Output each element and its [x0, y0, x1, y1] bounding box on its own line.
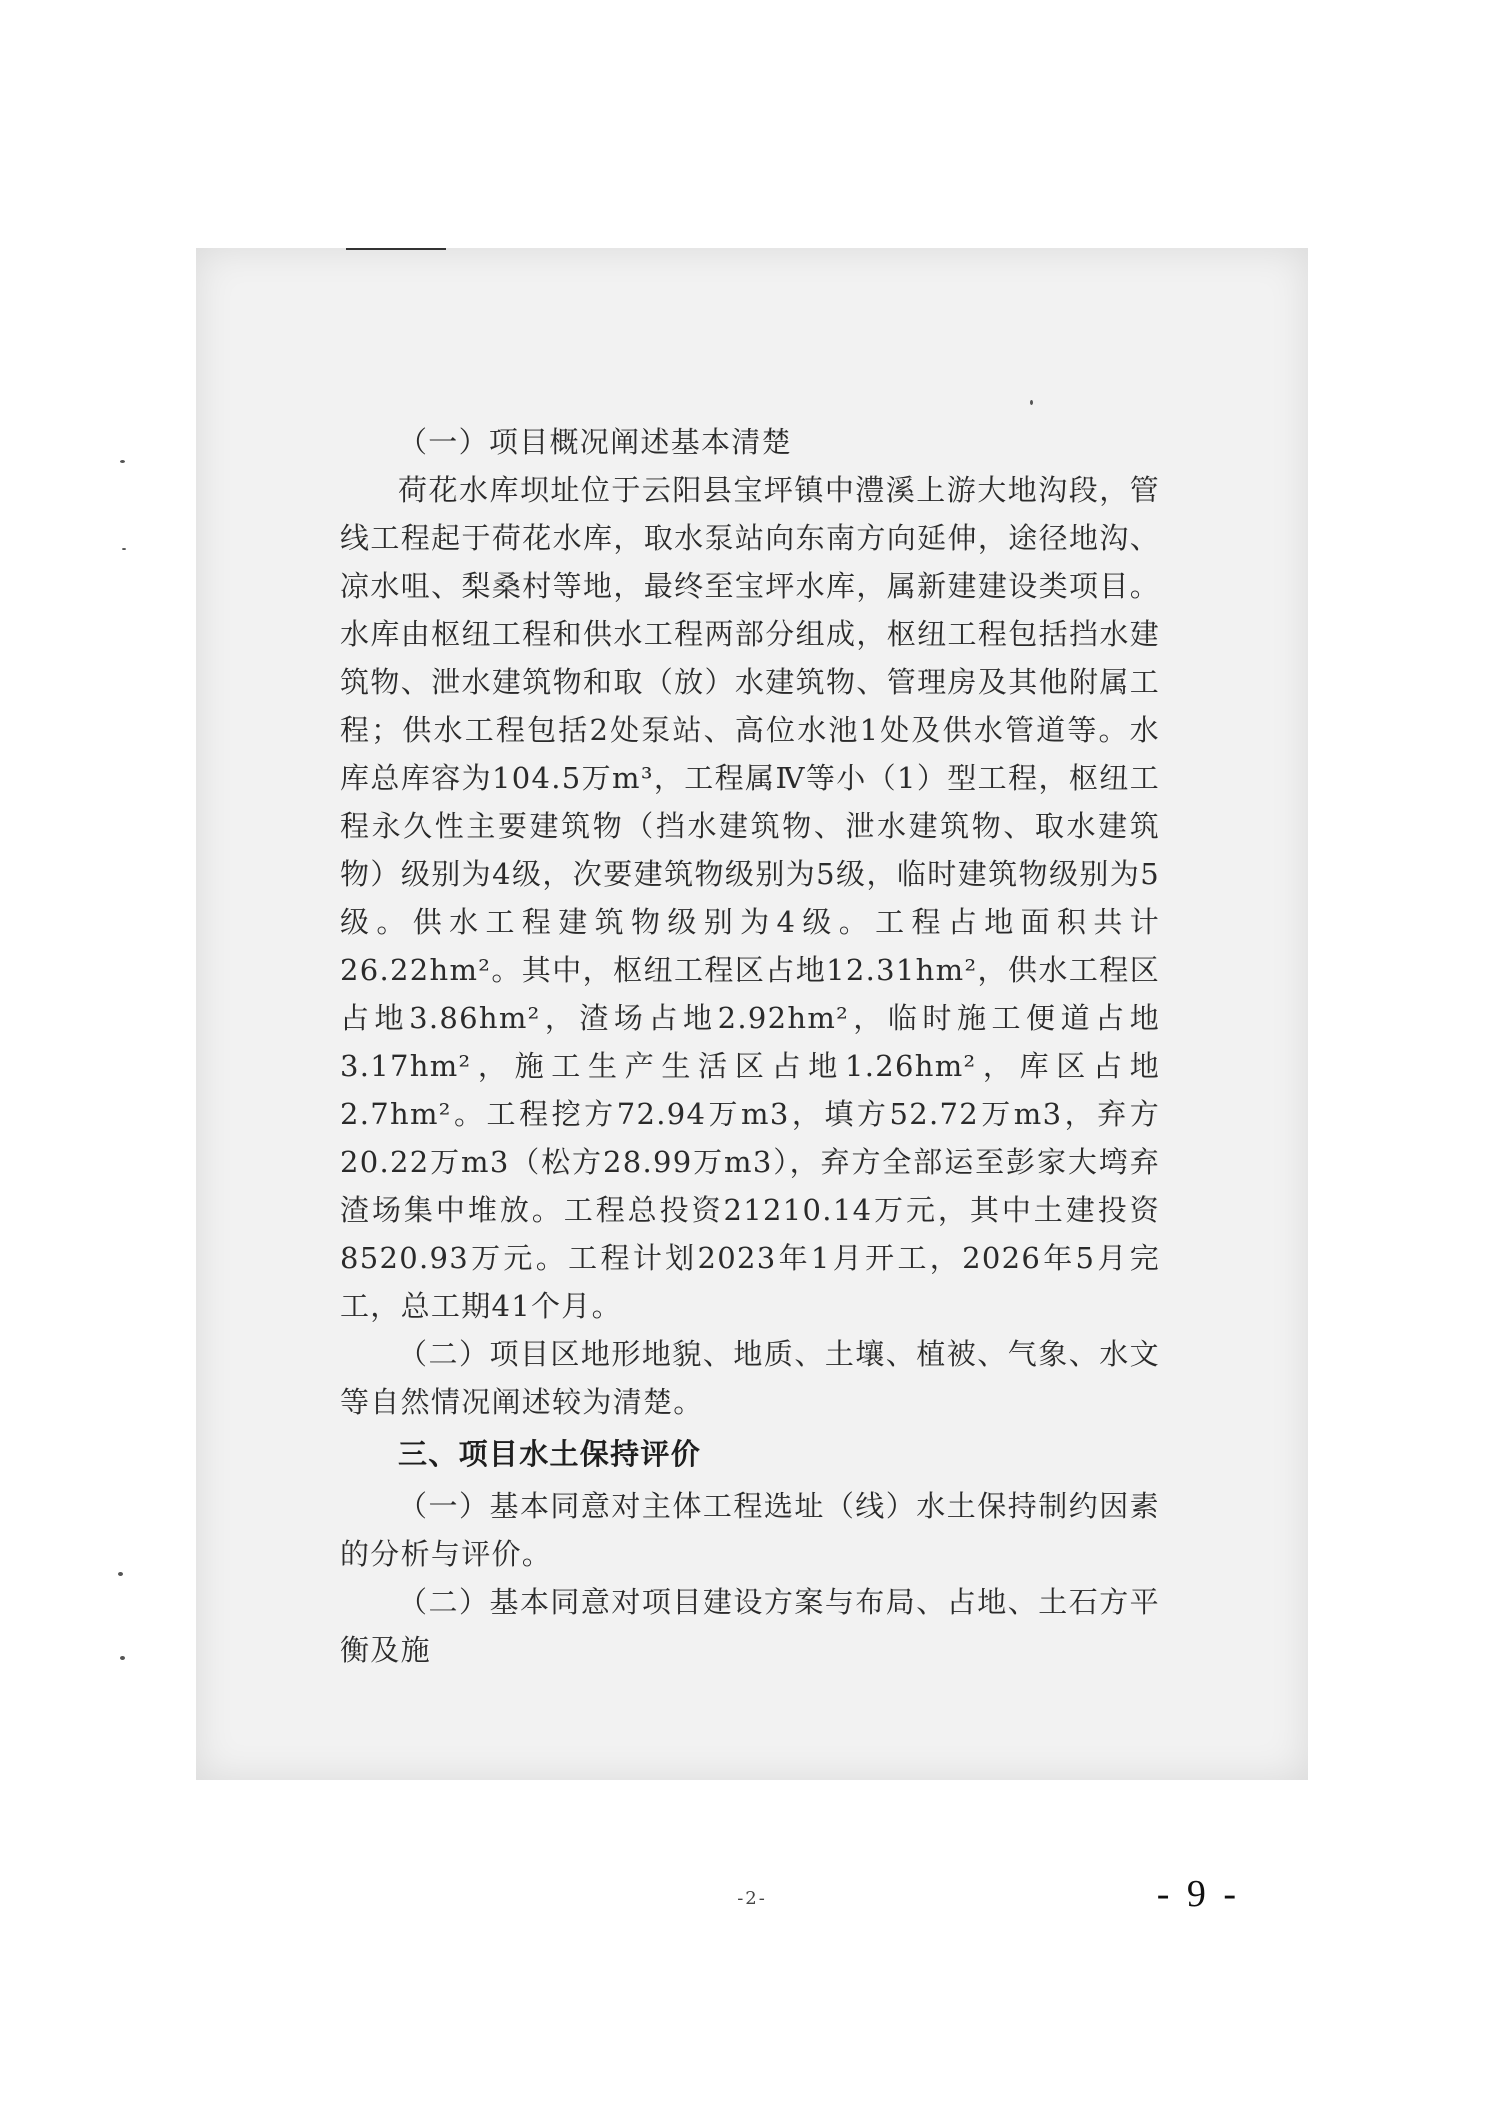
scan-top-rule — [346, 248, 446, 250]
inner-page-number: -2- — [737, 1888, 767, 1909]
scan-speck — [118, 1572, 123, 1576]
paragraph-site-selection: （一）基本同意对主体工程选址（线）水土保持制约因素的分析与评价。 — [340, 1489, 1160, 1571]
paragraph-construction-plan: （二）基本同意对项目建设方案与布局、占地、土石方平衡及施 — [340, 1585, 1160, 1667]
scan-speck — [120, 1656, 125, 1660]
page-number: - 9 - — [1156, 1873, 1240, 1915]
scan-speck — [1030, 400, 1033, 405]
paragraph-project-overview: 荷花水库坝址位于云阳县宝坪镇中澧溪上游大地沟段，管线工程起于荷花水库，取水泵站向东南方向延伸，途径地沟、凉水咀、梨桑村等地，最终至宝坪水库，属新建建设类项目。水库由枢纽工程和供水工程两部分组成，枢纽工程包括挡水建筑物、泄水建筑物和取（放）水建筑物、管理房及其他附属工程；供水工程包括2处泵站、高位水池1处及供水管道等。水库总库容为104.5万m³，工程属Ⅳ等小（1）型工程，枢纽工程永久性主要建筑物（挡水建筑物、泄水建筑物、取水建筑物）级别为4级，次要建筑物级别为5级，临时建筑物级别为5级。供水工程建筑物级别为4级。工程占地面积共计26.22hm²。其中，枢纽工程区占地12.31hm²，供水工程区占地3.86hm²，渣场占地2.92hm²，临时施工便道占地3.17hm²，施工生产生活区占地1.26hm²，库区占地2.7hm²。工程挖方72.94万m3，填方52.72万m3，弃方20.22万m3（松方28.99万m3），弃方全部运至彭家大塆弃渣场集中堆放。工程总投资21210.14万元，其中土建投资8520.93万元。工程计划2023年1月开工，2026年5月完工，总工期41个月。 — [340, 473, 1160, 1323]
document-body — [340, 418, 1160, 1674]
scan-speck — [120, 460, 125, 463]
subsection-heading-overview: （一）项目概况阐述基本清楚 — [398, 425, 792, 459]
scan-speck — [122, 548, 126, 550]
section-title-evaluation: 三、项目水土保持评价 — [398, 1437, 702, 1471]
paragraph-natural-conditions: （二）项目区地形地貌、地质、土壤、植被、气象、水文等自然情况阐述较为清楚。 — [340, 1337, 1160, 1419]
